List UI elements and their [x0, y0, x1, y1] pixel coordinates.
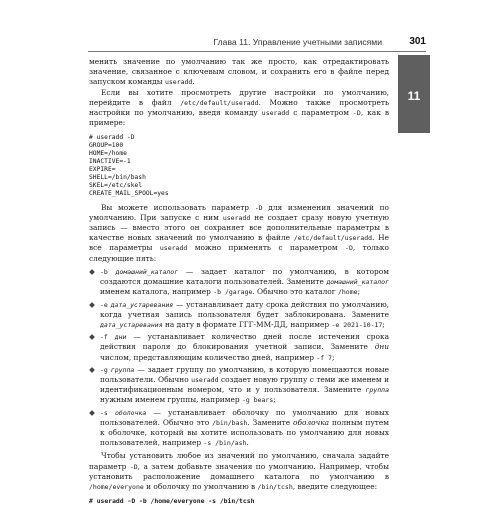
paragraph-view-defaults: Если вы хотите просмотреть другие настройки по умолчанию, перейдите в файл /etc/default/useradd. Можно также просмотреть настройки по умолчанию, введя команду useradd с параметром -D, как в примере: — [89, 87, 390, 128]
option-item-b: -b домашний_каталог — задает каталог по умолчанию, в котором создаются домашние каталоги пользователей. Замените домашний_каталог именем каталога, например -b /garage. Обычно это каталог /home; — [89, 267, 389, 298]
option-list — [89, 267, 389, 448]
option-item-g: -g группа — задает группу по умолчанию, в которую помещаются новые пользователи. Обычно useradd создает новую группу с теми же именем и идентификационным номером, что и у пользователя. Замените группа нужным именем группы, например -g bears; — [89, 365, 389, 406]
page-body — [89, 57, 389, 506]
header-rule — [88, 51, 426, 52]
option-item-e: -e дата_устаревания — устанавливает дату срока действия по умолчанию, когда учетная запись пользователя будет заблокирована. Замените дата_устаревания на дату в формате ГГГ-ММ-ДД, например -e 2021-10-17; — [89, 300, 389, 331]
paragraph-change-defaults: Вы можете использовать параметр -D для изменения значений по умолчанию. При запуске с ним useradd не создает сразу новую учетную запись — вместо этого он сохраняет все дополнительные параметры в качестве новых значений по умолчанию в файле /etc/default/useradd. Не все параметры useradd можно применять с параметром -D, только следующие пять: — [89, 202, 389, 263]
option-item-f: -f дни — устанавливает количество дней после истечения срока действия пароля до блокирования учетной записи. Замените дни числом, представляющим количество дней, например -f 7; — [89, 332, 389, 363]
paragraph-set-defaults: Чтобы установить любое из значений по умолчанию, сначала задайте параметр -D, а затем добавьте значения по умолчанию. Например, чтобы установить расположение домашнего каталога по умолчанию в /home/everyone и оболочку по умолчанию в /bin/tcsh, введите следующее: — [89, 451, 390, 491]
option-item-s: -s оболочка — устанавливает оболочку по умолчанию для новых пользователей. Обычно это /bin/bash. Замените оболочка полным путем к оболочке, который вы хотите использовать по умолчанию для новых пользователей, например -s /bin/ash. — [89, 408, 389, 449]
code-block-useradd-defaults: # useradd -D GROUP=100 HOME=/home INACTIVE=-1 EXPIRE= SHELL=/bin/bash SKEL=/etc/skel CREATE_MAIL_SPOOL=yes — [89, 134, 169, 197]
code-line-set-defaults: # useradd -D -b /home/everyone -s /bin/tcsh — [89, 497, 255, 506]
chapter-tab — [398, 55, 430, 133]
paragraph-intro: менить значение по умолчанию так же просто, как отредактировать значение, связанное с ключевым словом, и сохранить его в файле перед запуском команды useradd. — [89, 57, 389, 87]
chapter-title: Глава 11. Управление учетными записями — [213, 37, 382, 47]
chapter-tab-label: 11 — [407, 89, 421, 103]
running-header — [88, 37, 426, 51]
page-number: 301 — [409, 36, 426, 47]
